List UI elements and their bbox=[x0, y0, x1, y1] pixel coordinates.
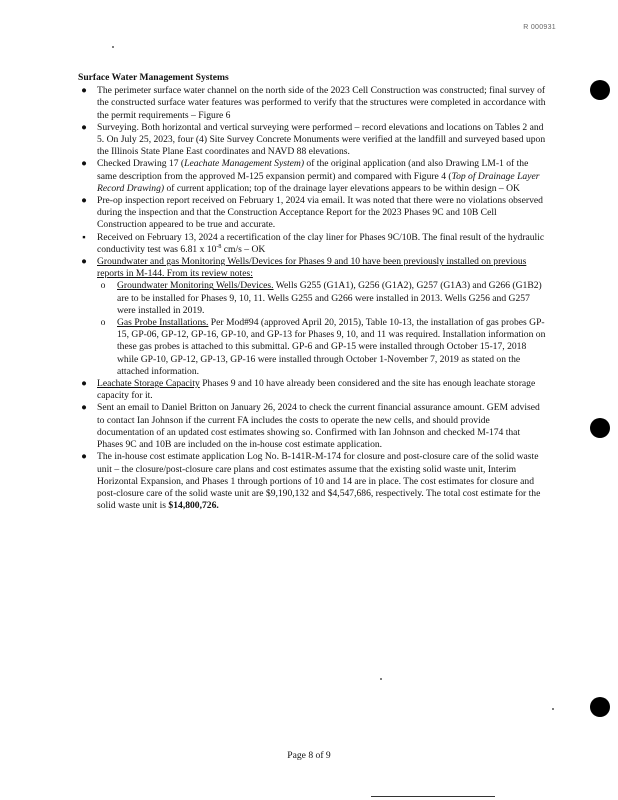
bullet-item bbox=[78, 378, 548, 402]
bullet-item bbox=[78, 122, 548, 159]
italic-title: Leachate Management System) bbox=[184, 158, 305, 170]
sub-heading: Gas Probe Installations. bbox=[117, 317, 209, 329]
bullet-icon: ● bbox=[81, 402, 87, 414]
bullet-text: Phases 9 and 10 have already been considered and the site has enough leachate storage capacity for it. bbox=[97, 378, 536, 402]
scan-speck bbox=[112, 46, 114, 48]
page-number: Page 8 of 9 bbox=[287, 750, 331, 761]
bullet-text: of current application; top of the drainage layer elevations appears to be within design – OK bbox=[164, 182, 520, 194]
total-cost: $14,800,726. bbox=[168, 500, 219, 512]
circle-bullet-icon: o bbox=[100, 280, 106, 292]
exponent: -8 bbox=[216, 243, 222, 250]
bullet-item bbox=[78, 451, 548, 512]
bullet-text: The in-house cost estimate application Log No. B-141R-M-174 for closure and post-closure care of the solid waste unit – the closure/post-closure care plans and cost estimates assume that the existing solid waste unit, Interim Horizontal Expansion, and Phases 1 through portions of 10 and 14 are in place. The cost estimates for closure and post-closure care of the solid waste unit are $9,190,132 and $4,547,686, respectively. The total cost estimate for the solid waste unit is bbox=[97, 451, 541, 512]
bullet-text: Checked Drawing 17 ( bbox=[97, 158, 185, 170]
bullet-text: of the original application (and also Drawing LM-1 of the same description from the approved M-125 expansion permit) and compared with Figure 4 ( bbox=[97, 158, 529, 182]
footer-rule bbox=[371, 796, 495, 797]
bullet-icon: ● bbox=[81, 256, 87, 268]
bullet-text: cm/s – OK bbox=[221, 243, 266, 255]
bullet-text: Pre-op inspection report received on February 1, 2024 via email. It was noted that there were no violations observed during the inspection and that the Construction Acceptance Report for the 2023 Phases 9C and 10B Cell Construction appeared to be true and accurate. bbox=[97, 195, 543, 231]
sub-bullet-item bbox=[78, 280, 548, 317]
bullet-item bbox=[78, 256, 548, 280]
italic-title: Top of Drainage Layer Record Drawing) bbox=[97, 170, 540, 194]
bullet-text: Groundwater and gas Monitoring Wells/Devices for Phases 9 and 10 have been previously installed on previous reports in M-144. From its review notes: bbox=[97, 256, 527, 280]
bullet-text: Surveying. Both horizontal and vertical surveying were performed – record elevations and locations on Tables 2 and 5. On July 25, 2023, four (4) Site Survey Concrete Monuments were verified at the landfill and surveyed based upon the Illinois State Plane East coordinates and NAVD 88 elevations. bbox=[97, 121, 546, 158]
bullet-item bbox=[78, 85, 548, 122]
document-body bbox=[78, 72, 548, 512]
sub-heading: Groundwater Monitoring Wells/Devices. bbox=[117, 280, 274, 292]
bullet-item bbox=[78, 158, 548, 195]
bullet-icon: ▪ bbox=[82, 231, 86, 243]
bullet-icon: ● bbox=[81, 121, 87, 133]
bullet-icon: ● bbox=[81, 158, 87, 170]
circle-bullet-icon: o bbox=[100, 317, 106, 329]
bullet-icon: ● bbox=[81, 451, 87, 463]
bullet-item bbox=[78, 402, 548, 451]
bullet-text: Received on February 13, 2024 a recertification of the clay liner for Phases 9C/10B. The final result of the hydraulic conductivity test was 6.81 x 10 bbox=[97, 231, 545, 255]
punch-hole-middle bbox=[590, 418, 610, 438]
punch-hole-top bbox=[590, 80, 610, 100]
sub-bullet-item bbox=[78, 317, 548, 378]
sub-bullet-text: Wells G255 (G1A1), G256 (G1A2), G257 (G1A3) and G266 (G1B2) are to be installed for Phases 9, 10, 11. Wells G255 and G266 were installed in 2013. Wells G256 and G257 were installed in 2019. bbox=[117, 280, 542, 316]
bullet-icon: ● bbox=[81, 85, 87, 97]
bullet-text: Sent an email to Daniel Britton on January 26, 2024 to check the current financial assurance amount. GEM advised to contact Ian Johnson if the current FA includes the costs to operate the new cells, and should provide documentation of an updated cost estimates showing so. Confirmed with Ian Johnson and checked M-174 that Phases 9C and 10B are included on the in-house cost estimate application. bbox=[97, 402, 540, 451]
sub-bullet-text: Per Mod#94 (approved April 20, 2015), Table 10-13, the installation of gas probes GP-15, GP-06, GP-12, GP-16, GP-10, and GP-13 for Phases 9, 10, and 11 was required. Installation information on these gas probes is attached to this submittal. GP-6 and GP-15 were installed through October 15-17, 2018 while GP-10, GP-12, GP-13, GP-16 were installed through October 1-November 7, 2019 as stated on the attached information. bbox=[117, 317, 546, 377]
bullet-item bbox=[78, 195, 548, 232]
scan-speck bbox=[552, 708, 554, 710]
bullet-heading: Leachate Storage Capacity bbox=[97, 378, 200, 390]
bullet-icon: ● bbox=[81, 195, 87, 207]
bullet-item bbox=[78, 232, 548, 256]
punch-hole-bottom bbox=[590, 697, 610, 717]
bates-stamp: R 000931 bbox=[523, 24, 556, 31]
bullet-text: The perimeter surface water channel on the north side of the 2023 Cell Construction was constructed; final survey of the constructed surface water features was performed to verify that the structures were completed in accordance with the permit requirements – Figure 6 bbox=[97, 85, 546, 121]
bullet-icon: ● bbox=[81, 378, 87, 390]
scan-speck bbox=[380, 678, 382, 680]
section-heading: Surface Water Management Systems bbox=[78, 72, 229, 83]
